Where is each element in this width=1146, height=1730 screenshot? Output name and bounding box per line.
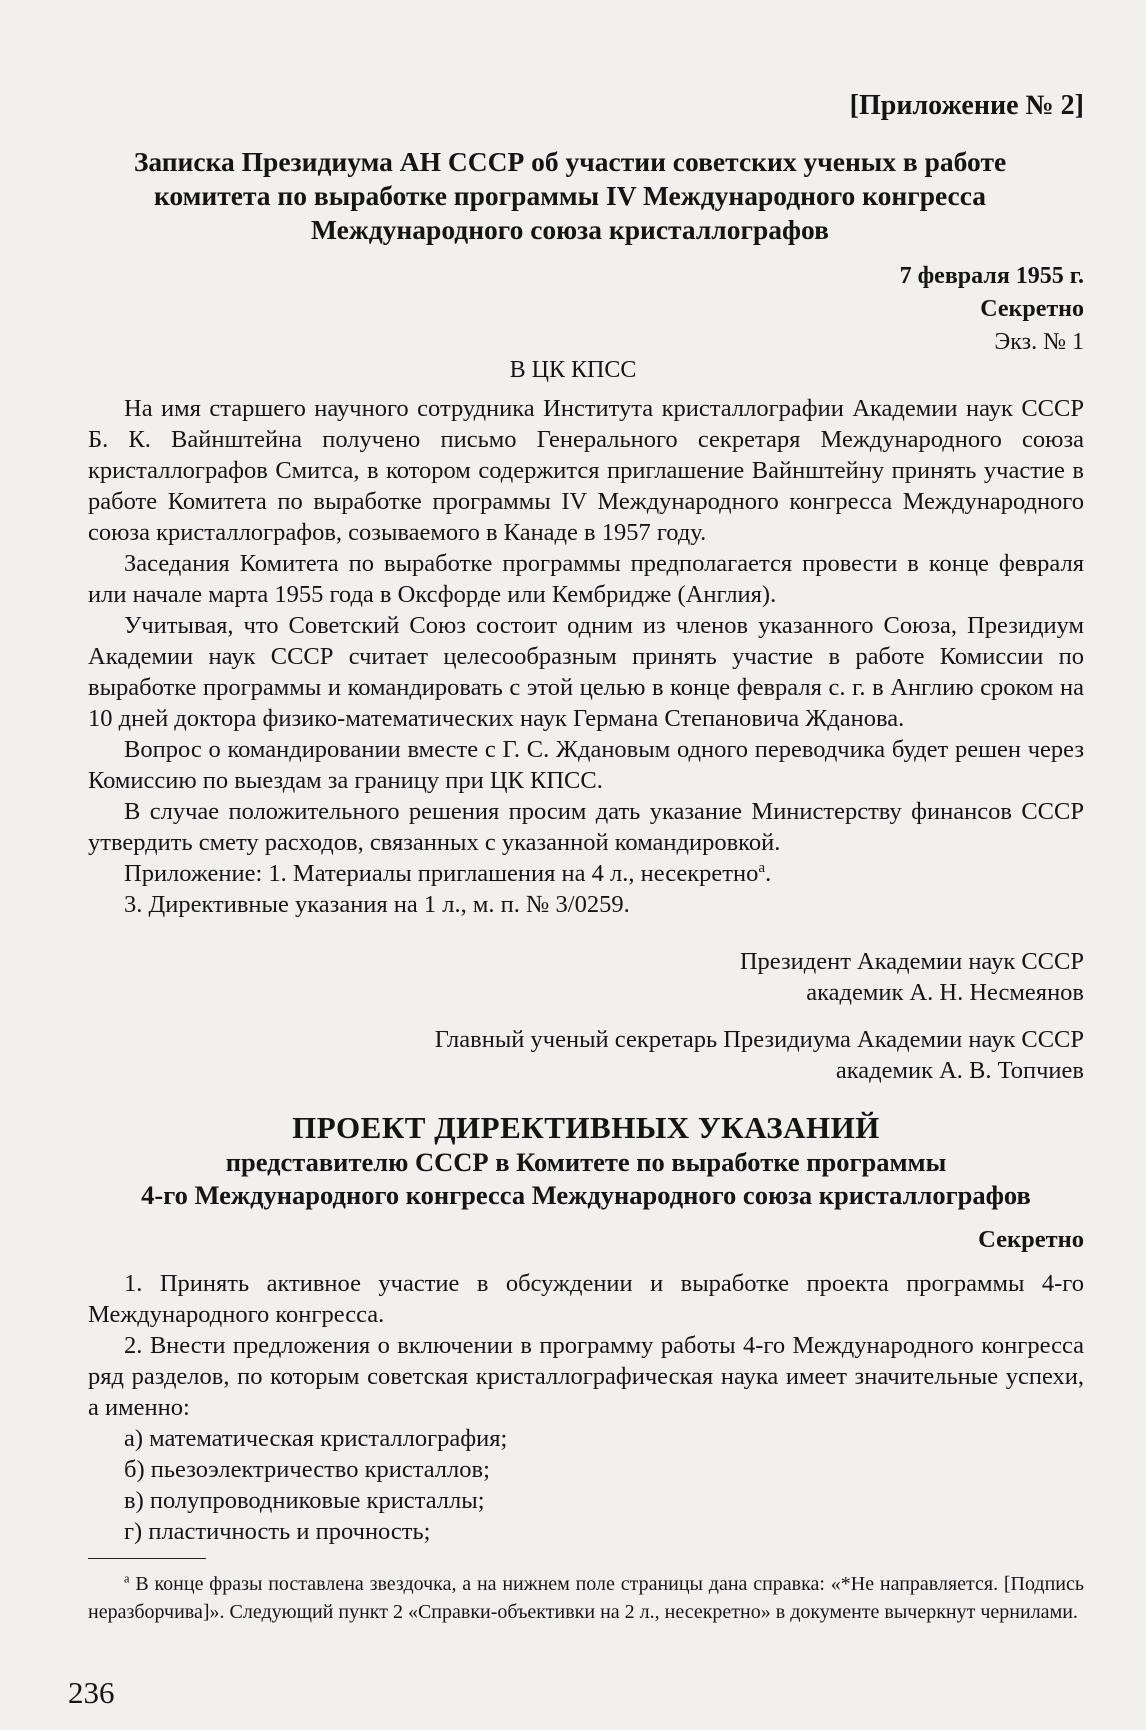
paragraph: Заседания Комитета по выработке программы предполагается провести в конце февраля или начале марта 1955 года в Оксфорде или Кембридже (Англия). [88, 550, 1084, 608]
appendix-label: [Приложение № 2] [849, 90, 1084, 121]
footnote-mark: а [124, 1571, 130, 1586]
attachment-line: Приложение: 1. Материалы приглашения на 4 л., несекретно$^а$. [124, 858, 772, 887]
document-title: Записка Президиума АН СССР об участии советских ученых в работе комитета по выработке программы IV Международного конгресса Международного союза кристаллографов [133, 146, 1007, 245]
paragraph: В случае положительного решения просим дать указание Министерству финансов СССР утвердить смету расходов, связанных с указанной командировкой. [88, 798, 1084, 856]
draft-title [88, 1110, 1084, 1212]
signature-block [435, 1024, 1084, 1086]
copy-number: Экз. № 1 [994, 329, 1084, 355]
draft-subitem: б) пьезоэлектричество кристаллов; [124, 1456, 490, 1483]
footnote-text: В конце фразы поставлена звездочка, а на нижнем поле страницы дана справка: «*Не направляется. [Подпись неразборчива]». Следующий пункт 2 «Справки-объективки на 2 л., несекретно» в документе вычеркнут чернилами. [88, 1573, 1085, 1623]
paragraph: Вопрос о командировании вместе с Г. С. Ждановым одного переводчика будет решен через Комиссию по выездам за границу при ЦК КПСС. [88, 736, 1084, 794]
addressee: В ЦК КПСС [509, 357, 637, 383]
footnote-reference: а [758, 858, 766, 876]
draft-subheading: 4-го Международного конгресса Международного союза кристаллографов [141, 1180, 1031, 1210]
page-number: 236 [68, 1675, 115, 1710]
draft-subitem: в) полупроводниковые кристаллы; [124, 1487, 485, 1514]
draft-heading: ПРОЕКТ ДИРЕКТИВНЫХ УКАЗАНИЙ [292, 1110, 880, 1145]
draft-subitem: г) пластичность и прочность; [124, 1518, 431, 1545]
draft-subitem: а) математическая кристаллография; [124, 1425, 508, 1452]
draft-classification: Секретно [978, 1226, 1084, 1253]
draft-item: 2. Внести предложения о включении в программу работы 4-го Международного конгресса ряд разделов, по которым советская кристаллографическая наука имеет значительные успехи, а именно: [88, 1332, 1084, 1421]
footnote [88, 1570, 1084, 1626]
draft-subheading: представителю СССР в Комитете по выработке программы [225, 1147, 947, 1177]
letter-body [88, 393, 1084, 920]
document-date: 7 февраля 1955 г. [899, 263, 1084, 289]
signatory-position: Главный ученый секретарь Президиума Академии наук СССР [434, 1026, 1084, 1053]
signatory-name: академик А. В. Топчиев [835, 1057, 1084, 1084]
draft-body [88, 1268, 1084, 1547]
signatory-name: академик А. Н. Несмеянов [806, 979, 1084, 1006]
classification-stamp: Секретно [980, 296, 1084, 322]
draft-item: 1. Принять активное участие в обсуждении и выработке проекта программы 4-го Международного конгресса. [88, 1270, 1084, 1328]
paragraph: Учитывая, что Советский Союз состоит одним из членов указанного Союза, Президиум Академии наук СССР считает целесообразным принять участие в работе Комиссии по выработке программы и командировать с этой целью в конце февраля с. г. в Англию сроком на 10 дней доктора физико-математических наук Германа Степановича Жданова. [88, 612, 1084, 732]
document-meta [900, 260, 1084, 359]
attachment-text: Приложение: 1. Материалы приглашения на 4 л., несекретно [124, 860, 759, 887]
signature-block [740, 946, 1084, 1008]
paragraph: На имя старшего научного сотрудника Института кристаллографии Академии наук СССР Б. К. Вайнштейна получено письмо Генерального секретаря Международного союза кристаллографов Смитса, в котором содержится приглашение Вайнштейну принять участие в работе Комитета по выработке программы IV Международного конгресса Международного союза кристаллографов, созываемого в Канаде в 1957 году. [88, 395, 1084, 546]
attachment-line: 3. Директивные указания на 1 л., м. п. № 3/0259. [124, 891, 630, 918]
footnote-divider [88, 1558, 206, 1559]
signatory-position: Президент Академии наук СССР [739, 948, 1084, 975]
